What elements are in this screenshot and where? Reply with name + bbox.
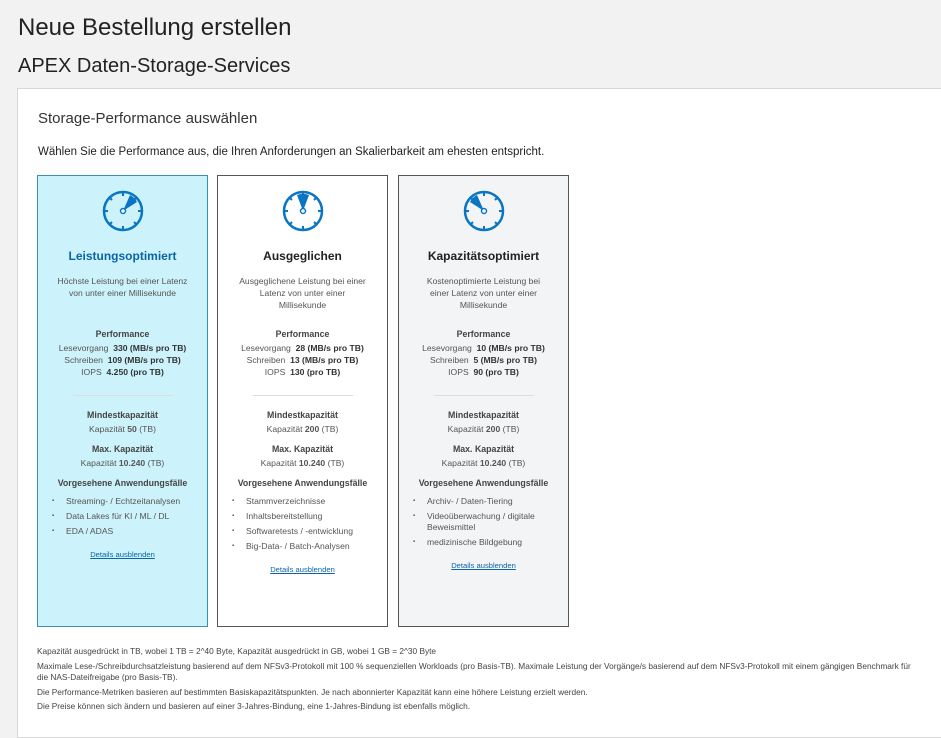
performance-label: Performance: [95, 329, 150, 339]
max-capacity-label: Max. Kapazität: [271, 444, 334, 454]
card-description: Höchste Leistung bei einer Latenz von unter einer Millisekunde: [57, 276, 188, 298]
capacity-unit: (TB): [321, 424, 339, 434]
capacity-prefix: Kapazität: [80, 458, 117, 468]
performance-panel: [17, 88, 941, 738]
divider: [253, 395, 353, 396]
use-case-item: ▪ Archiv- / Daten-Tiering: [413, 496, 553, 507]
page-subtitle: APEX Daten-Storage-Services: [18, 55, 291, 77]
read-row: [218, 342, 387, 354]
section-title: Storage-Performance auswählen: [38, 110, 258, 127]
use-case-item: ▪ medizinische Bildgebung: [413, 537, 553, 548]
card-title: Kapazitätsoptimiert: [427, 249, 540, 263]
write-value: 13 (MB/s pro TB): [290, 355, 359, 365]
capacity-unit: (TB): [327, 458, 345, 468]
iops-value: 130 (pro TB): [290, 367, 341, 377]
use-case-list: [52, 496, 192, 537]
iops-value: 90 (pro TB): [473, 367, 519, 377]
max-capacity-value: [38, 458, 207, 468]
divider: [434, 395, 534, 396]
capacity-prefix: Kapazität: [447, 424, 484, 434]
hide-details-link[interactable]: Details ausblenden: [451, 561, 516, 570]
divider: [73, 395, 173, 396]
use-case-list: [232, 496, 372, 552]
gauge-icon: [461, 188, 507, 234]
min-capacity-value: [218, 424, 387, 434]
iops-label: IOPS: [81, 367, 102, 377]
write-value: 109 (MB/s pro TB): [107, 355, 181, 365]
card-capacity-optimized[interactable]: [398, 175, 569, 627]
footnote: Die Performance-Metriken basieren auf bestimmten Basiskapazitätspunkten. Je nach abonnierter Kapazität kann eine höhere Leistung erzielt werden.: [37, 686, 588, 697]
read-label: Lesevorgang: [422, 343, 472, 353]
hide-details-link[interactable]: Details ausblenden: [270, 565, 335, 574]
capacity-prefix: Kapazität: [260, 458, 297, 468]
performance-label: Performance: [456, 329, 511, 339]
iops-value: 4.250 (pro TB): [106, 367, 164, 377]
capacity-prefix: Kapazität: [89, 424, 125, 434]
read-row: [38, 342, 207, 354]
max-capacity-value: [218, 458, 387, 468]
iops-row: [218, 366, 387, 378]
capacity-unit: (TB): [139, 424, 156, 434]
read-label: Lesevorgang: [241, 343, 291, 353]
write-row: [218, 354, 387, 366]
min-capacity-value: [399, 424, 568, 434]
card-balanced[interactable]: [217, 175, 388, 627]
capacity-number: 10.240: [298, 458, 326, 468]
max-capacity-value: [399, 458, 568, 468]
page-title: Neue Bestellung erstellen: [18, 14, 292, 41]
read-label: Lesevorgang: [58, 343, 109, 353]
write-label: Schreiben: [430, 355, 469, 365]
use-case-item: ▪ Big-Data- / Batch-Analysen: [232, 541, 372, 552]
read-value: 10 (MB/s pro TB): [476, 343, 545, 353]
capacity-number: 50: [127, 424, 137, 434]
read-value: 28 (MB/s pro TB): [295, 343, 364, 353]
capacity-number: 10.240: [479, 458, 507, 468]
read-value: 330 (MB/s pro TB): [113, 343, 187, 353]
write-row: [38, 354, 207, 366]
capacity-number: 200: [304, 424, 320, 434]
use-case-item: ▪ Streaming- / Echtzeitanalysen: [52, 496, 192, 507]
section-description: Wählen Sie die Performance aus, die Ihren Anforderungen an Skalierbarkeit am ehesten entspricht.: [38, 146, 545, 158]
use-case-item: ▪ Inhaltsbereitstellung: [232, 511, 372, 522]
max-capacity-label: Max. Kapazität: [91, 444, 154, 454]
use-case-item: ▪ Data Lakes für KI / ML / DL: [52, 511, 192, 522]
footnote: Maximale Lese-/Schreibdurchsatzleistung basierend auf dem NFSv3-Protokoll mit 100 % sequenziellen Workloads (pro Basis-TB). Maximale Leistung der Vorgänge/s basierend auf dem NFSv3-Protokoll mit einem gängigen Benchmark für die NAS-Dateifreigabe (pro Basis-TB).: [37, 660, 911, 682]
gauge-icon: [100, 188, 146, 234]
iops-row: [399, 366, 568, 378]
iops-label: IOPS: [264, 367, 286, 377]
footnotes: [37, 646, 917, 716]
capacity-unit: (TB): [508, 458, 526, 468]
write-label: Schreiben: [64, 355, 103, 365]
min-capacity-label: Mindestkapazität: [267, 410, 338, 420]
gauge-icon: [280, 188, 326, 234]
write-row: [399, 354, 568, 366]
min-capacity-label: Mindestkapazität: [87, 410, 158, 420]
capacity-unit: (TB): [502, 424, 520, 434]
use-case-item: ▪ EDA / ADAS: [52, 526, 192, 537]
card-description: Ausgeglichene Leistung bei einer Latenz von unter einer Millisekunde: [239, 276, 366, 310]
capacity-prefix: Kapazität: [441, 458, 478, 468]
capacity-prefix: Kapazität: [266, 424, 303, 434]
card-title: Leistungsoptimiert: [68, 249, 177, 263]
iops-label: IOPS: [448, 367, 469, 377]
use-case-list: [413, 496, 553, 548]
card-title: Ausgeglichen: [263, 249, 342, 263]
use-cases-label: Vorgesehene Anwendungsfälle: [57, 478, 188, 488]
capacity-unit: (TB): [147, 458, 165, 468]
write-value: 5 (MB/s pro TB): [473, 355, 537, 365]
footnote: Kapazität ausgedrückt in TB, wobei 1 TB = 2^40 Byte, Kapazität ausgedrückt in GB, wobei 1 GB = 2^30 Byte: [37, 646, 437, 656]
capacity-number: 10.240: [118, 458, 146, 468]
max-capacity-label: Max. Kapazität: [452, 444, 515, 454]
hide-details-link[interactable]: Details ausblenden: [90, 550, 155, 559]
use-cases-label: Vorgesehene Anwendungsfälle: [418, 478, 549, 488]
min-capacity-label: Mindestkapazität: [448, 410, 519, 420]
min-capacity-value: [38, 424, 207, 434]
iops-row: [38, 366, 207, 378]
use-case-item: ▪ Videoüberwachung / digitale Beweismittel: [413, 511, 553, 533]
use-cases-label: Vorgesehene Anwendungsfälle: [237, 478, 368, 488]
capacity-number: 200: [485, 424, 501, 434]
use-case-item: ▪ Stammverzeichnisse: [232, 496, 372, 507]
performance-label: Performance: [275, 329, 330, 339]
card-description: Kostenoptimierte Leistung bei einer Latenz von unter einer Millisekunde: [426, 276, 541, 310]
write-label: Schreiben: [246, 355, 286, 365]
use-case-item: ▪ Softwaretests / -entwicklung: [232, 526, 372, 537]
card-performance-optimized[interactable]: [37, 175, 208, 627]
footnote: Die Preise können sich ändern und basieren auf einer 3-Jahres-Bindung, eine 1-Jahres-Bindung ist ebenfalls möglich.: [37, 701, 471, 711]
read-row: [399, 342, 568, 354]
